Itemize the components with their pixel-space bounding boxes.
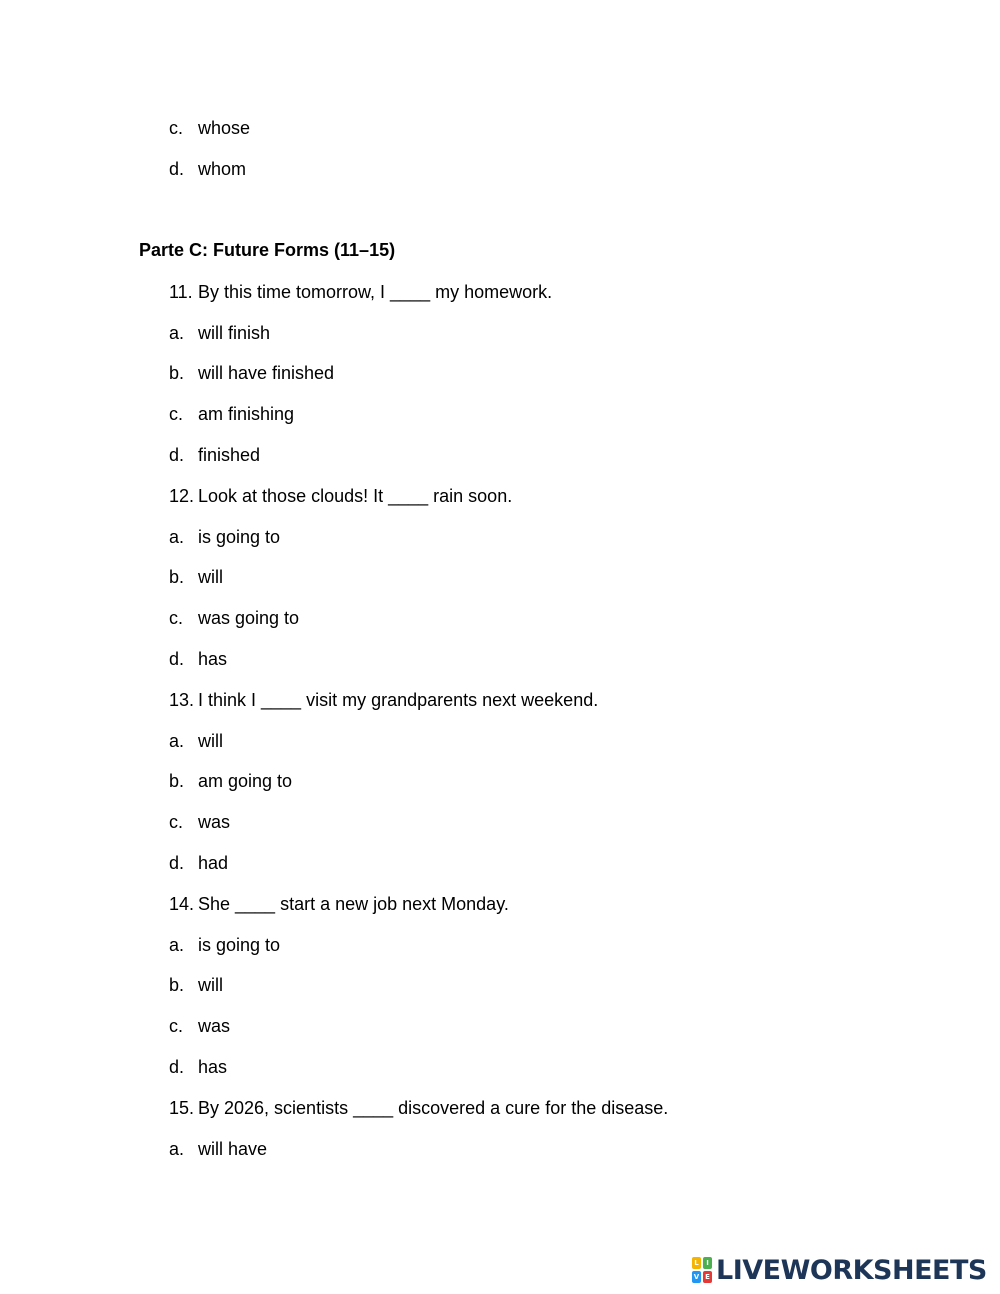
- option-text: had: [198, 853, 229, 873]
- option-item[interactable]: [169, 974, 223, 996]
- question-number: 14.: [169, 894, 195, 914]
- option-item[interactable]: [169, 1056, 227, 1078]
- option-letter: c.: [169, 1016, 184, 1036]
- option-text: is going to: [198, 935, 281, 955]
- question-text: I think I ____ visit my grandparents next weekend.: [198, 690, 599, 710]
- option-text: has: [198, 1057, 228, 1077]
- option-item[interactable]: [169, 852, 228, 874]
- option-text: is going to: [198, 527, 281, 547]
- section-title: Parte C: Future Forms (11–15): [139, 240, 396, 260]
- option-item[interactable]: [169, 648, 227, 670]
- logo-text: LIVEWORKSHEETS: [716, 1254, 987, 1286]
- option-item[interactable]: [169, 362, 334, 384]
- option-text: am going to: [198, 771, 293, 791]
- option-letter: a.: [169, 1139, 185, 1159]
- logo-mark-tile: V: [693, 1273, 700, 1281]
- option-text: will: [198, 731, 223, 751]
- option-item[interactable]: [169, 770, 292, 792]
- option-item[interactable]: [169, 730, 223, 752]
- option-letter: b.: [169, 567, 185, 587]
- question-number: 13.: [169, 690, 195, 710]
- option-text: has: [198, 649, 228, 669]
- option-letter: d.: [169, 649, 185, 669]
- question-text: By 2026, scientists ____ discovered a cure for the disease.: [198, 1098, 669, 1118]
- option-text: am finishing: [198, 404, 295, 424]
- question-prompt: [169, 1097, 668, 1119]
- logo-mark-tile: L: [692, 1257, 701, 1269]
- logo-mark-tile: I: [703, 1257, 712, 1269]
- option-item[interactable]: [169, 158, 246, 180]
- question-prompt: [169, 689, 598, 711]
- option-letter: d.: [169, 159, 185, 179]
- option-letter: c.: [169, 608, 184, 628]
- option-text: whom: [198, 159, 247, 179]
- option-text: whose: [198, 118, 251, 138]
- option-item[interactable]: [169, 811, 230, 833]
- option-text: was: [198, 1016, 231, 1036]
- option-text: was going to: [198, 608, 300, 628]
- option-item[interactable]: [169, 1138, 267, 1160]
- question-text: By this time tomorrow, I ____ my homework.: [198, 282, 553, 302]
- option-item[interactable]: [169, 526, 280, 548]
- option-text: will have finished: [198, 363, 335, 383]
- option-letter: b.: [169, 771, 185, 791]
- logo-mark-icon: [692, 1257, 712, 1283]
- option-letter: d.: [169, 1057, 185, 1077]
- option-letter: a.: [169, 731, 185, 751]
- option-letter: a.: [169, 935, 185, 955]
- question-number: 15.: [169, 1098, 195, 1118]
- option-item[interactable]: [169, 117, 250, 139]
- option-letter: b.: [169, 975, 185, 995]
- option-item[interactable]: [169, 566, 223, 588]
- option-letter: a.: [169, 323, 185, 343]
- option-item[interactable]: [169, 444, 260, 466]
- question-text: Look at those clouds! It ____ rain soon.: [198, 486, 513, 506]
- question-text: She ____ start a new job next Monday.: [198, 894, 509, 914]
- option-letter: b.: [169, 363, 185, 383]
- option-letter: c.: [169, 118, 184, 138]
- option-item[interactable]: [169, 322, 270, 344]
- option-item[interactable]: [169, 1015, 230, 1037]
- option-item[interactable]: [169, 934, 280, 956]
- question-prompt: [169, 893, 509, 915]
- option-text: was: [198, 812, 231, 832]
- option-text: will have: [198, 1139, 268, 1159]
- option-letter: a.: [169, 527, 185, 547]
- option-text: will: [198, 567, 223, 587]
- question-prompt: [169, 485, 512, 507]
- option-letter: d.: [169, 445, 185, 465]
- logo-mark-tile: E: [703, 1271, 712, 1283]
- option-text: finished: [198, 445, 261, 465]
- option-text: will: [198, 975, 223, 995]
- question-number: 12.: [169, 486, 195, 506]
- option-item[interactable]: [169, 607, 299, 629]
- question-number: 11.: [169, 282, 193, 302]
- option-letter: c.: [169, 404, 184, 424]
- question-prompt: [169, 281, 552, 303]
- option-letter: d.: [169, 853, 185, 873]
- option-item[interactable]: [169, 403, 294, 425]
- option-letter: c.: [169, 812, 184, 832]
- option-text: will finish: [198, 323, 271, 343]
- liveworksheets-logo: [692, 1254, 987, 1286]
